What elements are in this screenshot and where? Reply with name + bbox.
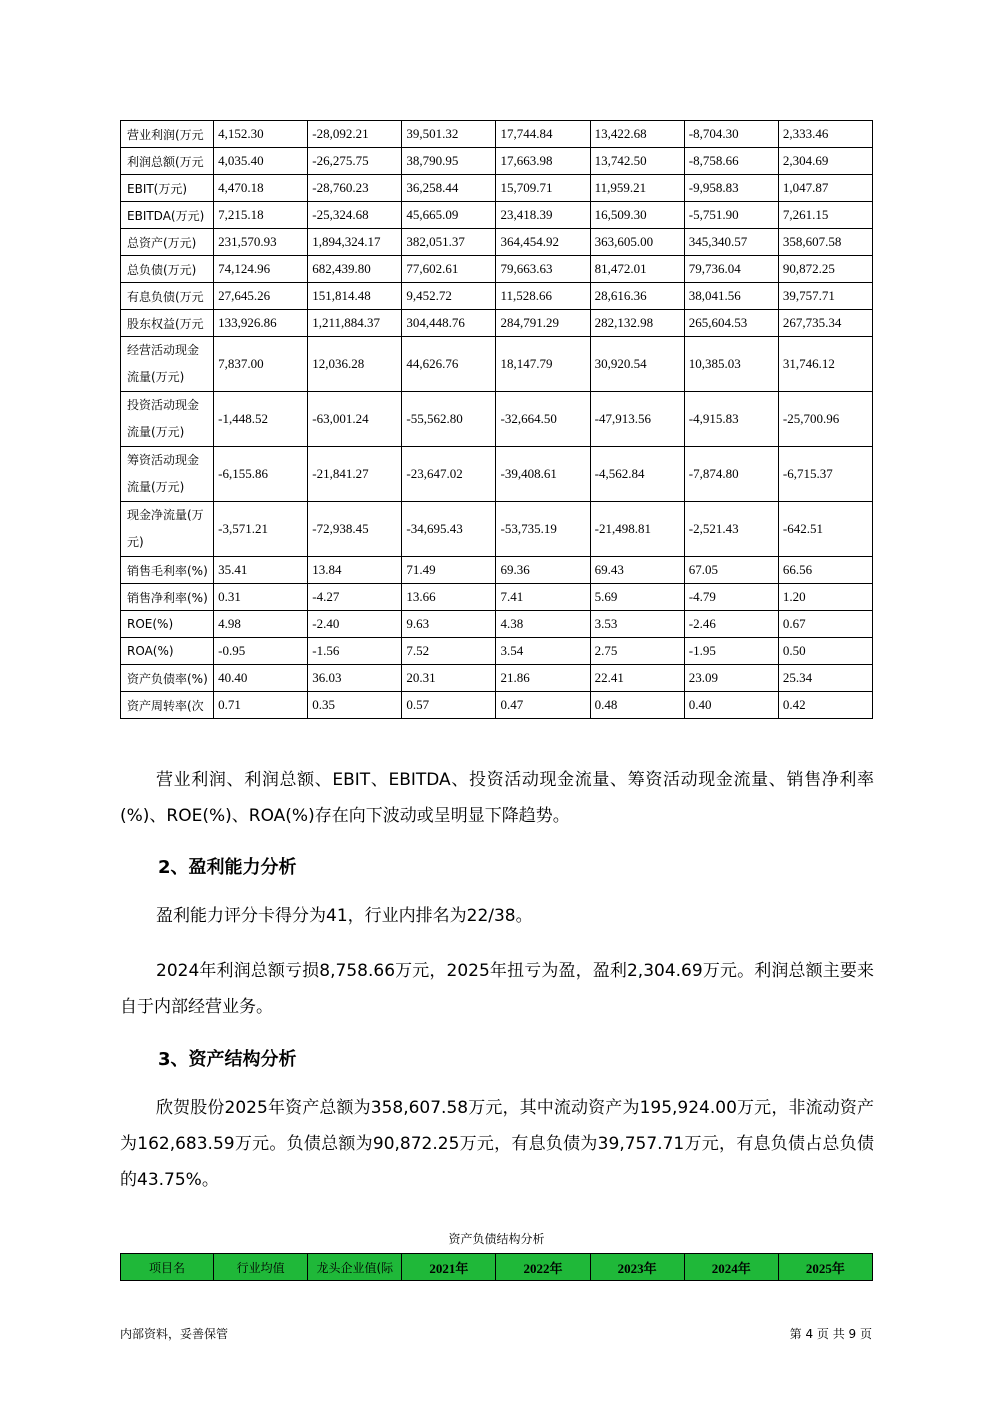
table-cell: 17,663.98: [496, 148, 590, 175]
table-cell: 25.34: [778, 665, 872, 692]
table-row: [121, 229, 873, 256]
table-cell: -1.95: [684, 638, 778, 665]
table-cell: 7.41: [496, 584, 590, 611]
table-cell: -4.27: [308, 584, 402, 611]
table-cell: 1,047.87: [778, 175, 872, 202]
table-cell: 304,448.76: [402, 310, 496, 337]
table-cell: -63,001.24: [308, 392, 402, 447]
table-cell: 3.54: [496, 638, 590, 665]
table-cell: -23,647.02: [402, 447, 496, 502]
table-cell: 7.52: [402, 638, 496, 665]
table-cell: -28,760.23: [308, 175, 402, 202]
table-cell: 27,645.26: [214, 283, 308, 310]
table-cell: 39,501.32: [402, 121, 496, 148]
table-cell: 0.35: [308, 692, 402, 719]
table-cell: -0.95: [214, 638, 308, 665]
table-cell: -8,758.66: [684, 148, 778, 175]
table-cell: -55,562.80: [402, 392, 496, 447]
section-heading-profitability: 2、盈利能力分析: [158, 857, 297, 878]
table-cell: 2,304.69: [778, 148, 872, 175]
table-cell: 0.42: [778, 692, 872, 719]
header-cell: 2025年: [778, 1254, 872, 1281]
row-label: 销售毛利率(%): [121, 557, 214, 584]
asset-liability-structure-table: [120, 1253, 873, 1281]
table-cell: 13,742.50: [590, 148, 684, 175]
table-cell: 69.36: [496, 557, 590, 584]
table-cell: 7,215.18: [214, 202, 308, 229]
row-label: 投资活动现金流量(万元): [121, 392, 214, 447]
table-cell: 13,422.68: [590, 121, 684, 148]
row-label: 股东权益(万元: [121, 310, 214, 337]
row-label: 有息负债(万元: [121, 283, 214, 310]
table-row: [121, 283, 873, 310]
table-cell: 0.47: [496, 692, 590, 719]
table-row: [121, 557, 873, 584]
row-label: 总负债(万元): [121, 256, 214, 283]
table-cell: -2.40: [308, 611, 402, 638]
table-cell: -2.46: [684, 611, 778, 638]
table-cell: 11,528.66: [496, 283, 590, 310]
table-cell: 36,258.44: [402, 175, 496, 202]
table-cell: -8,704.30: [684, 121, 778, 148]
table-cell: 23,418.39: [496, 202, 590, 229]
table-cell: 74,124.96: [214, 256, 308, 283]
table-cell: 5.69: [590, 584, 684, 611]
table-cell: 71.49: [402, 557, 496, 584]
table-cell: 30,920.54: [590, 337, 684, 392]
table-cell: 40.40: [214, 665, 308, 692]
table-cell: 4,470.18: [214, 175, 308, 202]
table-cell: 69.43: [590, 557, 684, 584]
table-cell: 1,894,324.17: [308, 229, 402, 256]
table-cell: 364,454.92: [496, 229, 590, 256]
table-cell: -1,448.52: [214, 392, 308, 447]
table-cell: 7,837.00: [214, 337, 308, 392]
table-row: [121, 502, 873, 557]
asset-detail-paragraph: 欣贺股份2025年资产总额为358,607.58万元，其中流动资产为195,924.00万元，非流动资产为162,683.59万元。负债总额为90,872.25万元，有息负债为39,757.71万元，有息负债占总负债的43.75%。: [120, 1098, 874, 1190]
table-cell: -6,715.37: [778, 447, 872, 502]
table-cell: -21,841.27: [308, 447, 402, 502]
table-row: [121, 692, 873, 719]
row-label: 筹资活动现金流量(万元): [121, 447, 214, 502]
table-row: [121, 584, 873, 611]
table-cell: 15,709.71: [496, 175, 590, 202]
table-cell: -28,092.21: [308, 121, 402, 148]
table-cell: 79,736.04: [684, 256, 778, 283]
row-label: 总资产(万元): [121, 229, 214, 256]
header-cell: 2022年: [496, 1254, 590, 1281]
table-cell: 35.41: [214, 557, 308, 584]
table-cell: 90,872.25: [778, 256, 872, 283]
table-cell: 77,602.61: [402, 256, 496, 283]
table-cell: 31,746.12: [778, 337, 872, 392]
row-label: EBITDA(万元): [121, 202, 214, 229]
footer-page-number: 第 4 页 共 9 页: [789, 1327, 872, 1341]
table-cell: -53,735.19: [496, 502, 590, 557]
table-cell: 13.66: [402, 584, 496, 611]
table-cell: 151,814.48: [308, 283, 402, 310]
table-cell: 11,959.21: [590, 175, 684, 202]
table-cell: -4,915.83: [684, 392, 778, 447]
table-cell: -34,695.43: [402, 502, 496, 557]
financial-indicators-table: [120, 120, 873, 719]
table-row: [121, 121, 873, 148]
section-heading-asset-structure: 3、资产结构分析: [158, 1049, 297, 1070]
table-cell: 0.48: [590, 692, 684, 719]
table-cell: 1,211,884.37: [308, 310, 402, 337]
table-cell: 231,570.93: [214, 229, 308, 256]
table-cell: -9,958.83: [684, 175, 778, 202]
table-cell: 4.38: [496, 611, 590, 638]
table-cell: 282,132.98: [590, 310, 684, 337]
table-cell: 0.71: [214, 692, 308, 719]
row-label: 资产负债率(%): [121, 665, 214, 692]
row-label: 资产周转率(次: [121, 692, 214, 719]
table-cell: -39,408.61: [496, 447, 590, 502]
table-cell: 4,035.40: [214, 148, 308, 175]
table-cell: 21.86: [496, 665, 590, 692]
table-cell: 10,385.03: [684, 337, 778, 392]
table-row: [121, 392, 873, 447]
header-cell: 2021年: [402, 1254, 496, 1281]
table-cell: 13.84: [308, 557, 402, 584]
table-cell: 2,333.46: [778, 121, 872, 148]
table-cell: 67.05: [684, 557, 778, 584]
row-label: ROA(%): [121, 638, 214, 665]
table-cell: 66.56: [778, 557, 872, 584]
table-cell: 4.98: [214, 611, 308, 638]
table-cell: 0.67: [778, 611, 872, 638]
table-cell: 382,051.37: [402, 229, 496, 256]
table-row: [121, 611, 873, 638]
table-row: [121, 638, 873, 665]
table-cell: -3,571.21: [214, 502, 308, 557]
profit-score-paragraph: 盈利能力评分卡得分为41，行业内排名为22/38。: [156, 906, 533, 926]
table-cell: 12,036.28: [308, 337, 402, 392]
table-row: [121, 337, 873, 392]
table-cell: -25,700.96: [778, 392, 872, 447]
table-cell: 265,604.53: [684, 310, 778, 337]
footer-confidential-note: 内部资料，妥善保管: [120, 1327, 229, 1341]
header-cell: 2023年: [590, 1254, 684, 1281]
table-row: [121, 175, 873, 202]
table-cell: 79,663.63: [496, 256, 590, 283]
table-cell: -7,874.80: [684, 447, 778, 502]
table-cell: 7,261.15: [778, 202, 872, 229]
table-cell: 363,605.00: [590, 229, 684, 256]
table-cell: -1.56: [308, 638, 402, 665]
header-cell: 龙头企业值(际: [308, 1254, 402, 1281]
table-row: [121, 310, 873, 337]
table-cell: -32,664.50: [496, 392, 590, 447]
table-cell: -47,913.56: [590, 392, 684, 447]
table-cell: 38,790.95: [402, 148, 496, 175]
table-cell: -5,751.90: [684, 202, 778, 229]
table-row: [121, 256, 873, 283]
table-row: [121, 202, 873, 229]
table-cell: 358,607.58: [778, 229, 872, 256]
table-cell: 2.75: [590, 638, 684, 665]
table-cell: 38,041.56: [684, 283, 778, 310]
table-cell: 36.03: [308, 665, 402, 692]
table-cell: 17,744.84: [496, 121, 590, 148]
table-cell: -4.79: [684, 584, 778, 611]
table-cell: 3.53: [590, 611, 684, 638]
table-cell: 39,757.71: [778, 283, 872, 310]
table-cell: 9.63: [402, 611, 496, 638]
row-label: 利润总额(万元: [121, 148, 214, 175]
row-label: 营业利润(万元: [121, 121, 214, 148]
profit-detail-paragraph: 2024年利润总额亏损8,758.66万元，2025年扭亏为盈，盈利2,304.69万元。利润总额主要来自于内部经营业务。: [120, 961, 874, 1017]
table-cell: 0.31: [214, 584, 308, 611]
header-cell: 2024年: [684, 1254, 778, 1281]
table-row: [121, 148, 873, 175]
table-cell: 44,626.76: [402, 337, 496, 392]
table-cell: 81,472.01: [590, 256, 684, 283]
table-cell: 20.31: [402, 665, 496, 692]
row-label: EBIT(万元): [121, 175, 214, 202]
table-cell: 0.40: [684, 692, 778, 719]
table-cell: -4,562.84: [590, 447, 684, 502]
header-cell: 项目名: [121, 1254, 214, 1281]
table-cell: 133,926.86: [214, 310, 308, 337]
row-label: 经营活动现金流量(万元): [121, 337, 214, 392]
row-label: ROE(%): [121, 611, 214, 638]
table-row: [121, 447, 873, 502]
table-cell: 4,152.30: [214, 121, 308, 148]
table-cell: 267,735.34: [778, 310, 872, 337]
trend-paragraph: 营业利润、利润总额、EBIT、EBITDA、投资活动现金流量、筹资活动现金流量、销售净利率(%)、ROE(%)、ROA(%)存在向下波动或呈明显下降趋势。: [120, 770, 874, 826]
table-cell: 9,452.72: [402, 283, 496, 310]
table-cell: 18,147.79: [496, 337, 590, 392]
row-label: 现金净流量(万元): [121, 502, 214, 557]
table-row: [121, 665, 873, 692]
header-cell: 行业均值: [214, 1254, 308, 1281]
table-cell: -72,938.45: [308, 502, 402, 557]
table-cell: 345,340.57: [684, 229, 778, 256]
table-cell: -642.51: [778, 502, 872, 557]
table-cell: 22.41: [590, 665, 684, 692]
table-cell: -21,498.81: [590, 502, 684, 557]
table-cell: 16,509.30: [590, 202, 684, 229]
table-cell: 284,791.29: [496, 310, 590, 337]
table-cell: 682,439.80: [308, 256, 402, 283]
structure-table-caption: 资产负债结构分析: [448, 1232, 545, 1246]
row-label: 销售净利率(%): [121, 584, 214, 611]
table-cell: 0.57: [402, 692, 496, 719]
table-cell: 45,665.09: [402, 202, 496, 229]
table-cell: 23.09: [684, 665, 778, 692]
table-cell: -26,275.75: [308, 148, 402, 175]
table-cell: 28,616.36: [590, 283, 684, 310]
table-cell: -6,155.86: [214, 447, 308, 502]
table-cell: 0.50: [778, 638, 872, 665]
structure-table-header-row: [121, 1254, 873, 1281]
table-cell: -2,521.43: [684, 502, 778, 557]
table-cell: 1.20: [778, 584, 872, 611]
table-cell: -25,324.68: [308, 202, 402, 229]
